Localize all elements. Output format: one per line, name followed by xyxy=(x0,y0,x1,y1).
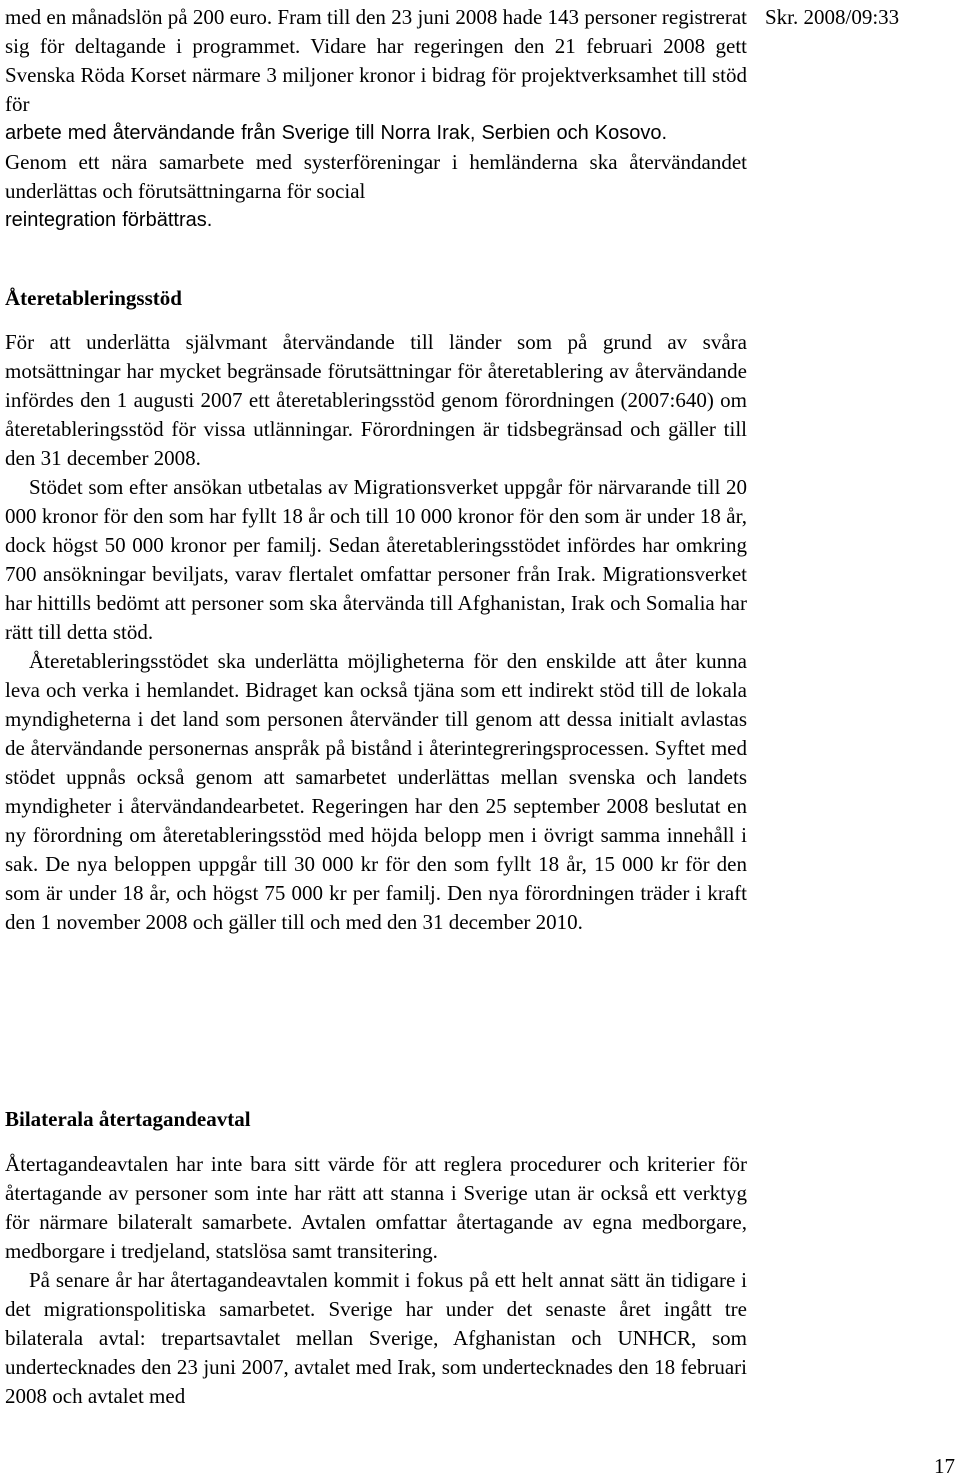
paragraph: Stödet som efter ansökan utbetalas av Migrationsverket uppgår för närvarande till 20 000 kronor för den som har fyllt 18 år och till 10 000 kronor för den som är under 18 år, dock högst 50 000 kronor per familj. Sedan återetableringsstödet infördes har omkring 700 ansökningar beviljats, varav flertalet omfattar personer från Irak. Migrationsverket har hittills bedömt att personer som ska återvända till Afghanistan, Irak och Somalia har rätt till detta stöd. xyxy=(5,475,747,644)
paragraph: På senare år har återtagandeavtalen kommit i fokus på ett helt annat sätt än tidigare i det migrationspolitiska samarbetet. Sverige har under det senaste året ingått tre bilaterala avtal: trepartsavtalet mellan Sverige, Afghanistan och UNHCR, som undertecknades den 23 juni 2007, avtalet med Irak, som undertecknades den 18 februari 2008 och avtalet med xyxy=(5,1268,747,1408)
intro-paragraph xyxy=(5,3,747,119)
intro-sans-line: arbete med återvändande från Sverige till Norra Irak, Serbien och Kosovo. xyxy=(5,122,668,144)
section-heading-reintegration: Återetableringsstöd xyxy=(5,286,182,310)
section-body-readmission xyxy=(5,1150,747,1411)
intro-text-a: med en månadslön på 200 euro. Fram till den 23 juni 2008 hade 143 personer registrerat sig för deltagande i programmet. xyxy=(5,5,747,58)
intro-sans-line-end: reintegration förbättras. xyxy=(5,209,213,231)
paragraph: Återetableringsstödet ska underlätta möjligheterna för den enskilde att åter kunna leva och verka i hemlandet. Bidraget kan också tjäna som ett indirekt stöd till de lokala myndigheterna i det land som personen återvänder till genom att dessa initialt avlastas de återvändande personernas anspråk på bistånd i återintegreringsprocessen. Syftet med stödet uppnås också genom att samarbetet underlättas mellan svenska och landets myndigheter i återvändandearbetet. Regeringen har den 25 september 2008 beslutat en ny förordning om återetableringsstöd med höjda belopp men i övrigt samma innehåll i sak. De nya beloppen uppgår till 30 000 kr för den som fyllt 18 år, 15 000 kr för den som är under 18 år, och högst 75 000 kr per familj. Den nya förordningen träder i kraft den 1 november 2008 och gäller till och med den 31 december 2010. xyxy=(5,649,747,934)
paragraph: Återtagandeavtalen har inte bara sitt värde för att reglera procedurer och kriterier för återtagande av personer som inte har rätt att stanna i Sverige utan är också ett verktyg för närmare bilateralt samarbete. Avtalen omfattar återtagande av egna medborgare, medborgare i tredjeland, statslösa samt transitering. xyxy=(5,1152,747,1263)
paragraph: För att underlätta självmant återvändande till länder som på grund av svåra motsättningar har mycket begränsade förutsättningar för återetablering av återvändande infördes den 1 augusti 2007 ett återetableringsstöd genom förordningen (2007:640) om återetableringsstöd för vissa utlänningar. Förordningen är tidsbegränsad och gäller till den 31 december 2008. xyxy=(5,330,747,470)
intro-block xyxy=(5,3,747,235)
intro-text-b: Vidare har regeringen den 21 februari 2008 gett Svenska Röda Korset närmare 3 miljoner kronor i bidrag för projektverksamhet till stöd för xyxy=(5,34,747,116)
page-number: 17 xyxy=(934,1454,955,1478)
section-body-reintegration xyxy=(5,328,747,937)
section-heading-readmission: Bilaterala återtagandeavtal xyxy=(5,1107,251,1131)
intro-text-d: Genom ett nära samarbete med systerföreningar i hemländerna ska återvändandet underlättas och förutsättningarna för social xyxy=(5,150,747,203)
document-reference: Skr. 2008/09:33 xyxy=(765,5,900,29)
